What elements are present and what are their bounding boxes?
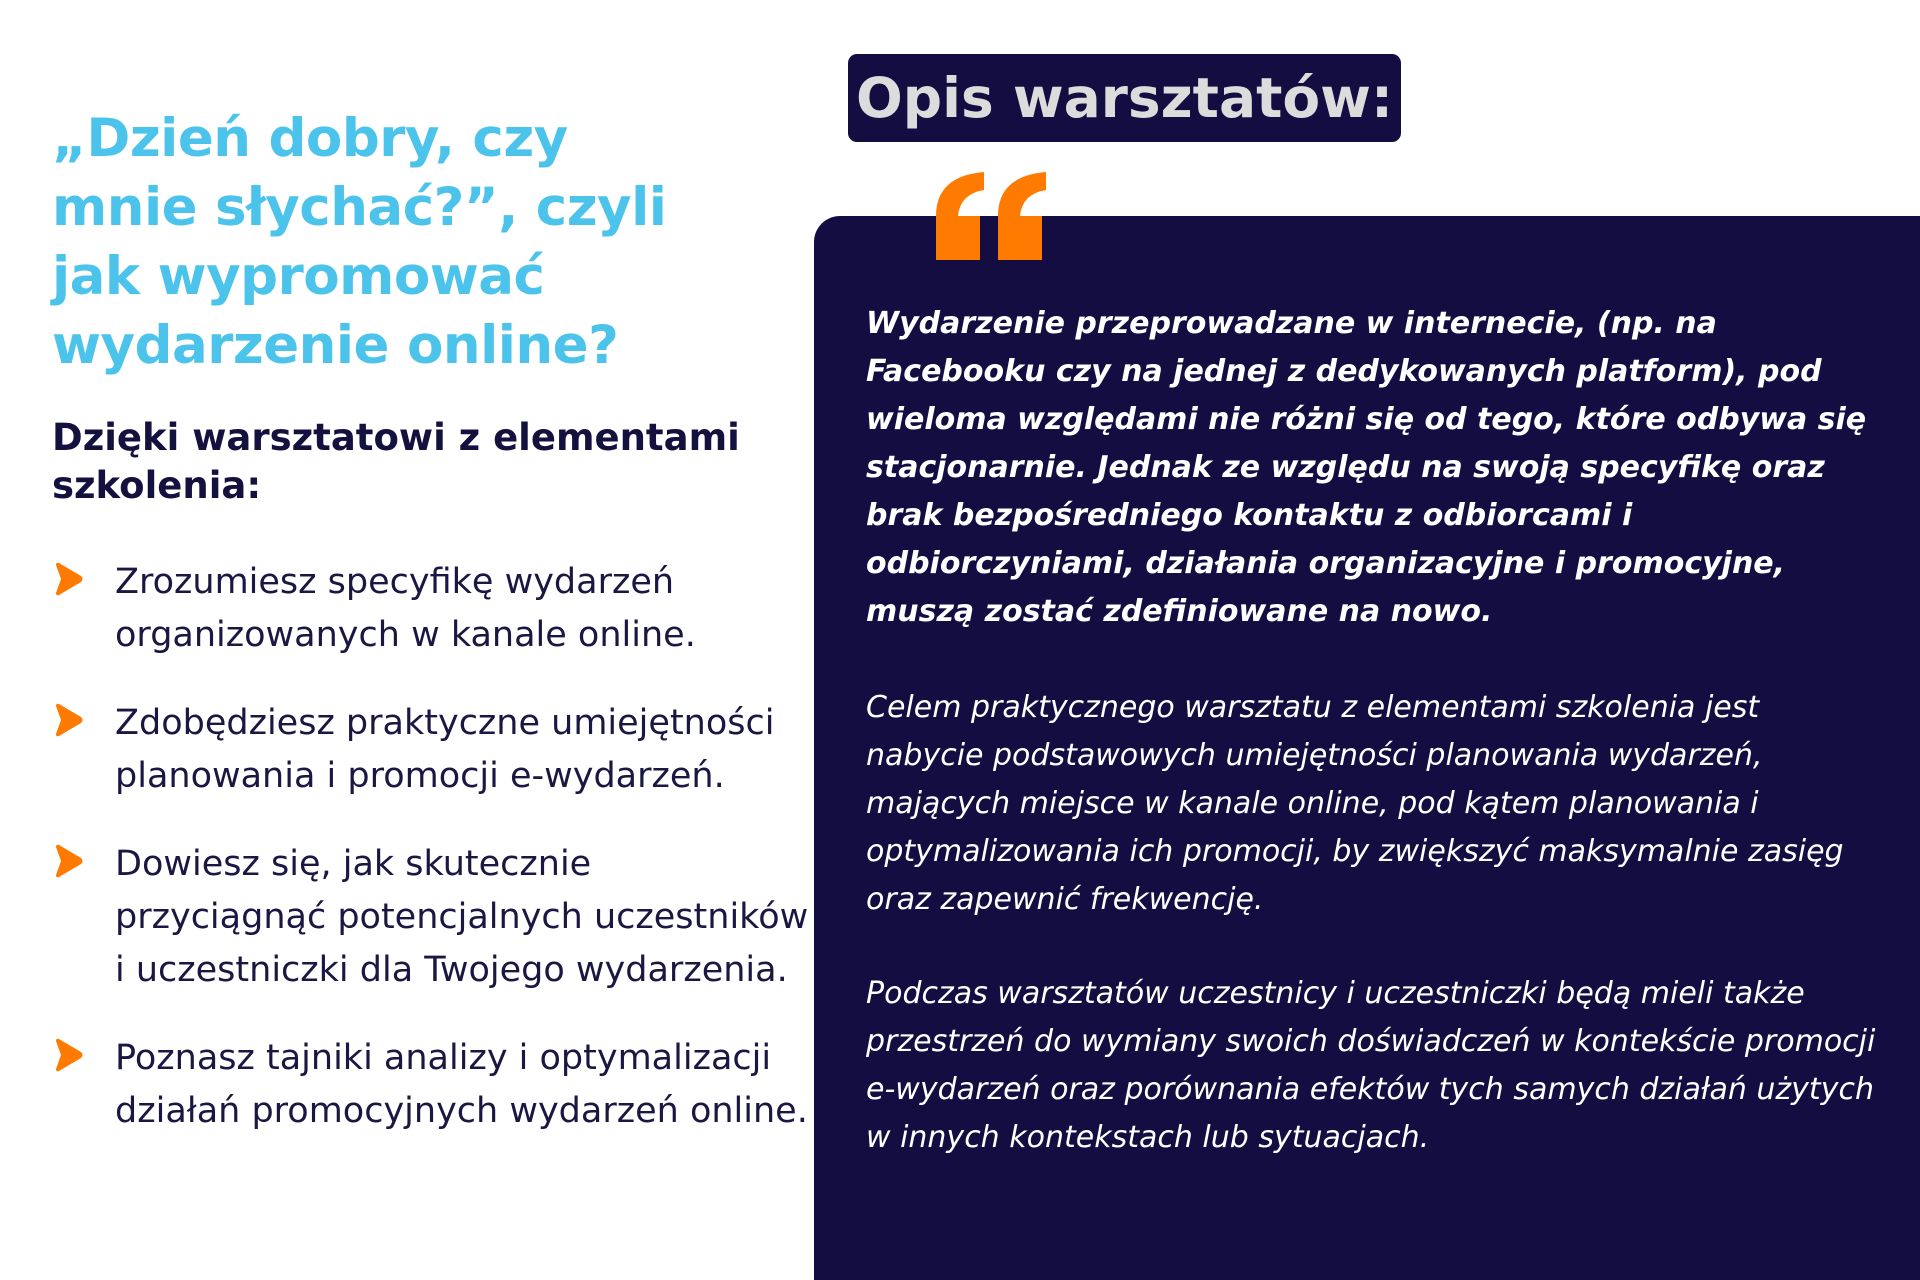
benefit-text: Zrozumiesz specyfikę wydarzeń organizowanych w kanale online. xyxy=(115,562,696,655)
benefits-list xyxy=(52,556,812,1173)
workshop-title: „Dzień dobry, czy mnie słychać?”, czyli jak wypromować wydarzenie online? xyxy=(52,108,667,376)
description-exchange: Podczas warsztatów uczestnicy i uczestniczki będą mieli także przestrzeń do wymiany swoich doświadczeń w kontekście promocji e-wydarzeń oraz porównania efektów tych samych działań użytych w innych kontekstach lub sytuacjach. xyxy=(866,976,1876,1155)
description-goal: Celem praktycznego warsztatu z elementami szkolenia jest nabycie podstawowych umiejętności planowania wydarzeń, mających miejsce w kanale online, pod kątem planowania i optymalizowania ich promocji, by zwiększyć maksymalnie zasięg oraz zapewnić frekwencję. xyxy=(866,690,1844,917)
benefit-item xyxy=(52,838,812,997)
benefit-text: Poznasz tajniki analizy i optymalizacji działań promocyjnych wydarzeń online. xyxy=(115,1038,808,1131)
benefit-item xyxy=(52,1032,812,1138)
arrow-bullet-icon xyxy=(52,843,84,879)
benefit-text: Dowiesz się, jak skutecznie przyciągnąć potencjalnych uczestników i uczestniczki dla Twojego wydarzenia. xyxy=(115,844,809,990)
benefit-text: Zdobędziesz praktyczne umiejętności planowania i promocji e-wydarzeń. xyxy=(115,703,775,796)
arrow-bullet-icon xyxy=(52,1037,84,1073)
benefit-item xyxy=(52,697,812,803)
arrow-bullet-icon xyxy=(52,702,84,738)
quote-open-icon xyxy=(932,168,1050,268)
description-heading: Opis warsztatów: xyxy=(848,54,1401,142)
benefit-item xyxy=(52,556,812,662)
description-lead: Wydarzenie przeprowadzane w internecie, (np. na Facebooku czy na jednej z dedykowanych platform), pod wieloma względami nie różni się od tego, które odbywa się stacjonarnie. Jednak ze względu na swoją specyfikę oraz brak bezpośredniego kontaktu z odbiorcami i odbiorczyniami, działania organizacyjne i promocyjne, muszą zostać zdefiniowane na nowo. xyxy=(866,306,1867,629)
benefits-subtitle: Dzięki warsztatowi z elementami szkolenia: xyxy=(52,416,740,507)
arrow-bullet-icon xyxy=(52,561,84,597)
